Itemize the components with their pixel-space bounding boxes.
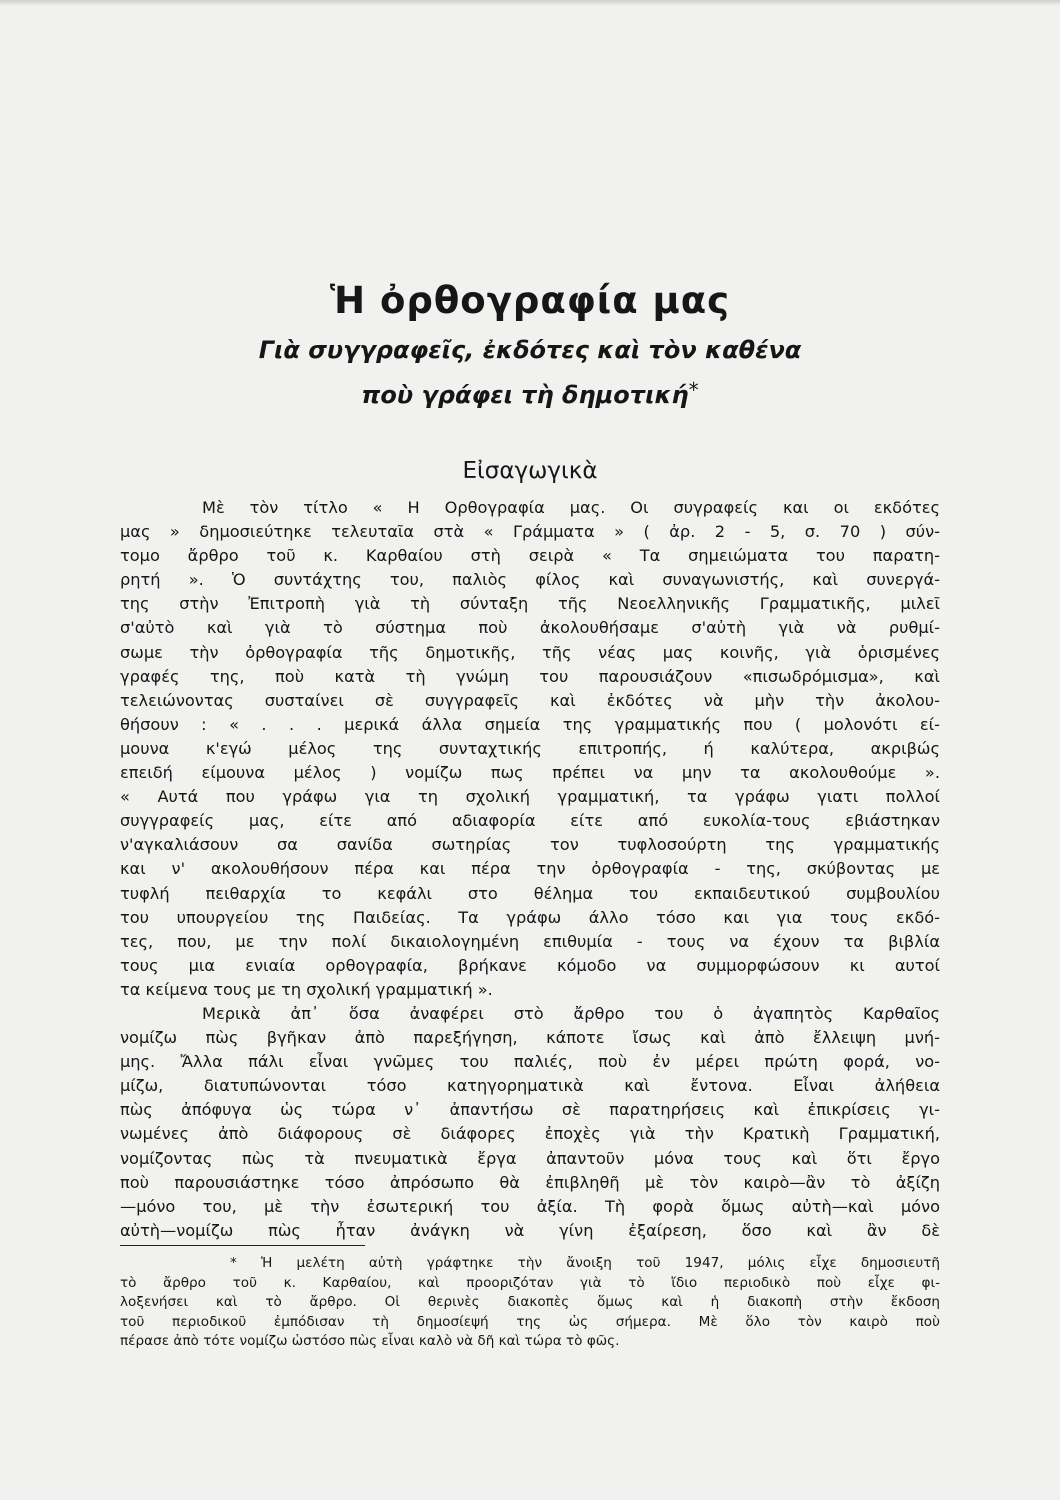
subtitle-line-2-text: ποὺ γράφει τὴ δημοτική <box>361 381 689 409</box>
title-block <box>0 276 1060 411</box>
body-line: του υπουργείου της Παιδείας. Τα γράφω άλλο τόσο και για τους εκδό- <box>120 907 940 927</box>
body-line: « Αυτά που γράφω για τη σχολική γραμματική, τα γράφω γιατι πολλοί <box>120 787 940 807</box>
body-line: νομίζοντας πὼς τὰ πνευματικὰ ἔργα ἀπαντοῦν μόνα τους καὶ ὅτι ἔργο <box>120 1148 940 1168</box>
section-heading: Εἰσαγωγικὰ <box>462 458 598 484</box>
body-line: επειδή είμουνα μέλος ) νομίζω πως πρέπει να μην τα ακολουθούμε ». <box>120 763 940 783</box>
footnote-line: πέρασε ἀπὸ τότε νομίζω ὡστόσο πὼς εἶναι καλὸ νὰ δῆ καὶ τώρα τὸ φῶς. <box>120 1333 620 1350</box>
article-title: Ἡ ὀρθογραφία μας <box>329 279 731 322</box>
body-line: νωμένες ἀπὸ διάφορους σὲ διάφορες ἐποχὲς γιὰ τὴν Κρατικὴ Γραμματική, <box>120 1124 940 1144</box>
body-line: Μὲ τὸν τίτλο « Η Ορθογραφία μας. Οι συγραφείς και οι εκδότες <box>202 498 940 517</box>
footnote-line: τοῦ περιοδικοῦ ἐμπόδισαν τὴ δημοσίεψή της ὡς σήμερα. Μὲ ὅλο τὸν καιρὸ ποὺ <box>120 1313 940 1330</box>
body-line: σ'αὐτὸ καὶ γιὰ τὸ σύστημα ποὺ ἀκολουθήσαμε σ'αὐτὴ γιὰ νὰ ρυθμί- <box>120 618 940 638</box>
body-line: τους μια ενιαία ορθογραφία, βρήκανε κόμοδο να συμμορφώσουν κι αυτοί <box>120 955 940 975</box>
footnote-line: τὸ ἄρθρο τοῦ κ. Καρθαίου, καὶ προοριζόταν γιὰ τὸ ἴδιο περιοδικὸ ποὺ εἶχε φι- <box>120 1274 940 1291</box>
body-line: αὐτὴ—νομίζω πὼς ἦταν ἀνάγκη νὰ γίνη ἐξαίρεση, ὅσο καὶ ἂν δὲ <box>120 1220 940 1240</box>
page-edge-shadow <box>0 0 1060 6</box>
article-subtitle-line-1: Γιὰ συγγραφεῖς, ἐκδότες καὶ τὸν καθένα <box>258 336 802 364</box>
body-line: τες, που, με την πολί δικαιολογημένη επιθυμία - τους να έχουν τα βιβλία <box>120 931 940 951</box>
body-line: Μερικὰ ἀπ᾽ ὅσα ἀναφέρει στὸ ἄρθρο του ὁ ἀγαπητὸς Καρθαῖος <box>202 1003 940 1023</box>
body-line: συγγραφείς μας, είτε από αδιαφορία είτε από ευκολία-τους εβιάστηκαν <box>120 811 940 831</box>
article-subtitle-line-2 <box>0 374 1060 411</box>
body-line: νομίζω πὼς βγῆκαν ἀπὸ παρεξήγηση, κάποτε ἴσως καὶ ἀπὸ ἔλλειψη μνή- <box>120 1028 940 1048</box>
body-text <box>120 496 940 1243</box>
body-line: ποὺ παρουσιάστηκε τόσο ἀπρόσωπο θὰ ἐπιβληθῆ μὲ τὸν καιρὸ—ἂν τὸ ἀξίζη <box>120 1172 940 1192</box>
body-line: —μόνο του, μὲ τὴν ἐσωτερική του ἀξία. Τὴ φορὰ ὅμως αὐτὴ—καὶ μόνο <box>120 1196 940 1216</box>
body-line: μουνα κ'εγώ μέλος της συνταχτικής επιτροπής, ή καλύτερα, ακριβώς <box>120 738 940 758</box>
body-line: ρητή ». Ὁ συντάχτης του, παλιὸς φίλος καὶ συναγωνιστής, καὶ συνεργά- <box>120 570 940 590</box>
body-line: σωμε τὴν ὀρθογραφία τῆς δημοτικῆς, τῆς νέας μας κοινῆς, γιὰ ὁρισμένες <box>120 642 940 662</box>
body-line: μίζω, διατυπώνονται τόσο κατηγορηματικὰ καὶ ἔντονα. Εἶναι ἀλήθεια <box>120 1076 940 1096</box>
body-line: και ν' ακολουθήσουν πέρα και πέρα την ὀρθογραφία - της, σκύβοντας με <box>120 859 940 879</box>
body-line: ν'αγκαλιάσουν σα σανίδα σωτηρίας τον τυφλοσούρτη της γραμματικής <box>120 835 940 855</box>
footnote-marker: * <box>688 378 699 402</box>
body-line: τελειώνοντας συσταίνει σὲ συγγραφεῖς καὶ ἐκδότες νὰ μὴν τὴν ἀκολου- <box>120 690 940 710</box>
body-line: μης. Ἄλλα πάλι εἶναι γνῶμες του παλιές, ποὺ ἐν μέρει πρώτη φορά, νο- <box>120 1052 940 1072</box>
body-line: της στὴν Ἐπιτροπὴ γιὰ τὴ σύνταξη τῆς Νεοελληνικῆς Γραμματικῆς, μιλεῖ <box>120 594 940 614</box>
body-line: πὼς ἀπόφυγα ὡς τώρα ν᾽ ἀπαντήσω σὲ παρατηρήσεις καὶ ἐπικρίσεις γι- <box>120 1100 940 1120</box>
body-line: τυφλή πειθαρχία το κεφάλι στο θέλημα του εκπαιδευτικού συμβουλίου <box>120 883 940 903</box>
body-line: τα κείμενα τους με τη σχολική γραμματική ». <box>120 979 493 999</box>
body-line: γραφές της, ποὺ κατὰ τὴ γνώμη του παρουσιάζουν «πισωδρόμισμα», καὶ <box>120 666 940 686</box>
body-line: θήσουν : « . . . μερικά άλλα σημεία της γραμματικής που ( μολονότι εί- <box>120 714 940 734</box>
footnote-line: * Ἡ μελέτη αὐτὴ γράφτηκε τὴν ἄνοιξη τοῦ 1947, μόλις εἶχε δημοσιευτῆ <box>230 1255 940 1271</box>
footnote-line: λοξενήσει καὶ τὸ ἄρθρο. Οἱ θερινὲς διακοπὲς ὅμως καὶ ἡ διακοπὴ στὴν ἔκδοση <box>120 1294 940 1311</box>
body-line: μας » δημοσιεύτηκε τελευταῖα στὰ « Γράμματα » ( ἀρ. 2 - 5, σ. 70 ) σύν- <box>120 522 940 542</box>
body-line: τομο ἄρθρο τοῦ κ. Καρθαίου στὴ σειρὰ « Τα σημειώματα του παρατη- <box>120 546 940 566</box>
footnote-divider <box>120 1245 365 1246</box>
footnote <box>120 1254 940 1352</box>
